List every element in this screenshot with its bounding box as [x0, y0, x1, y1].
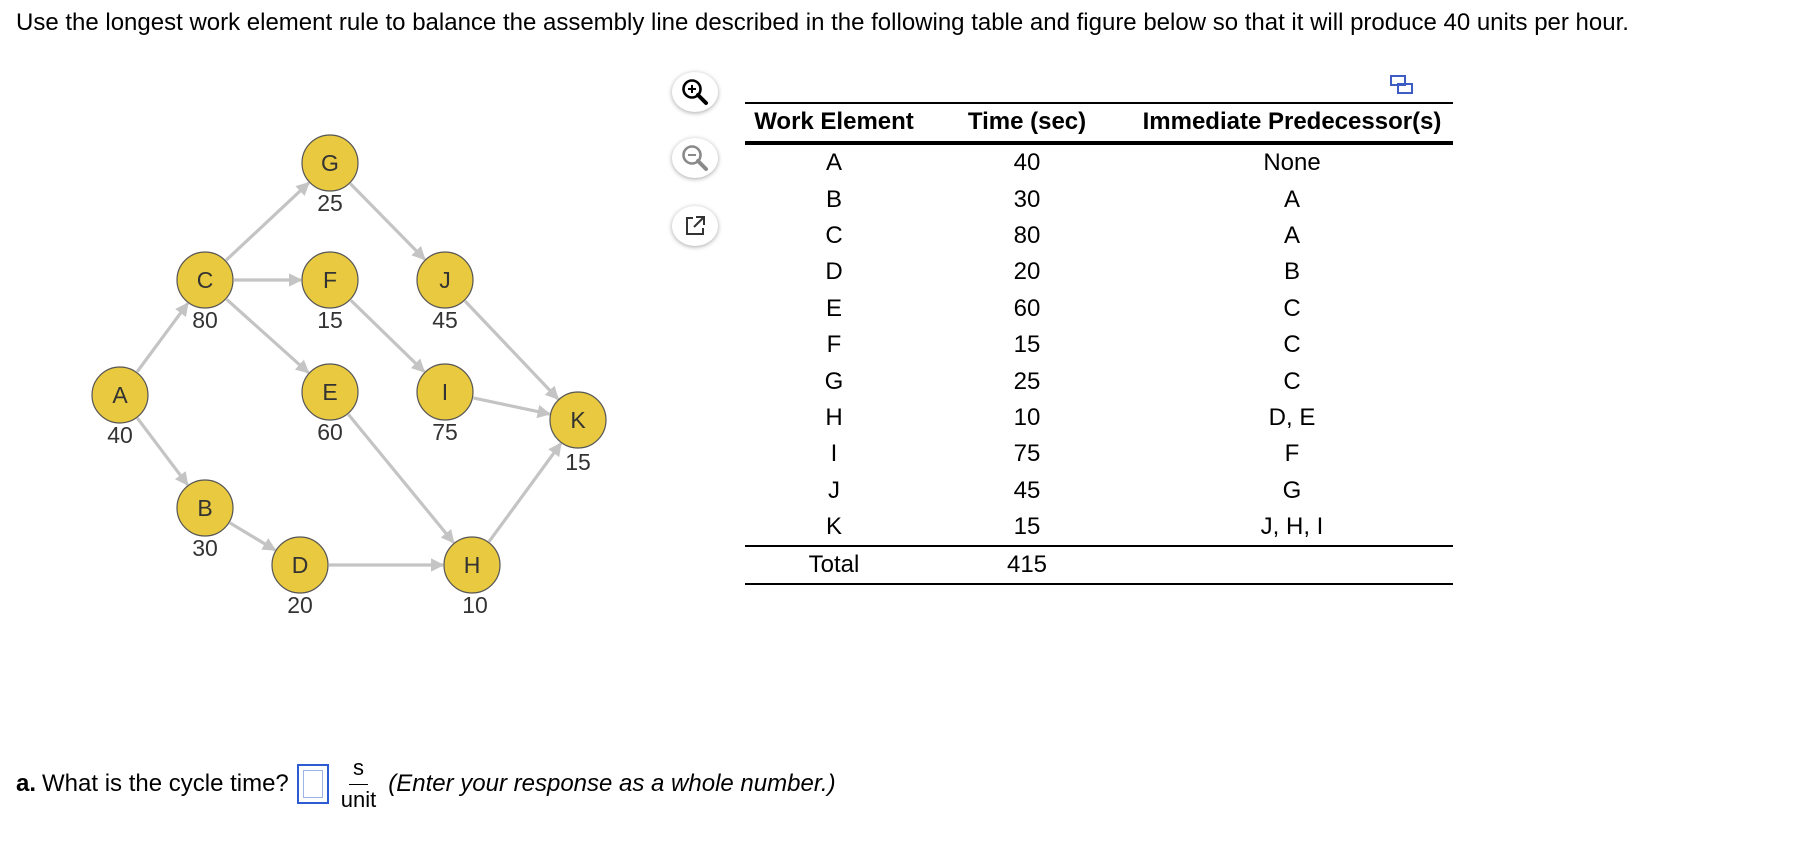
cell-time: 25: [1013, 367, 1041, 395]
cell-element: E: [825, 294, 842, 322]
cell-element: D: [825, 258, 843, 286]
cell-time: 20: [1013, 258, 1041, 286]
cell-element: F: [826, 331, 842, 359]
node-a: [92, 367, 148, 448]
node-time-label: 15: [317, 307, 343, 333]
cell-time: 30: [1013, 185, 1041, 213]
precedence-diagram: [0, 0, 640, 660]
table-row: [745, 473, 1453, 509]
node-time-label: 45: [432, 307, 458, 333]
cell-predecessors: F: [1284, 440, 1300, 468]
cell-time: 80: [1013, 221, 1041, 249]
table-row: [745, 509, 1453, 546]
total-row: [745, 546, 1453, 584]
edge-h-k: [489, 443, 561, 541]
table-row: [745, 143, 1453, 181]
node-time-label: 25: [317, 190, 343, 216]
zoom-in-button[interactable]: [672, 72, 718, 112]
node-d: [272, 537, 328, 618]
cell-predecessors: J, H, I: [1260, 513, 1324, 541]
node-time-label: 15: [565, 449, 591, 475]
node-label: B: [197, 495, 213, 521]
node-j: [417, 252, 473, 333]
table-row: [745, 218, 1453, 254]
zoom-in-icon: [680, 77, 710, 107]
node-label: A: [112, 382, 128, 408]
node-i: [417, 364, 473, 445]
cell-element: K: [825, 513, 842, 541]
edge-g-j: [350, 184, 424, 260]
cell-predecessors: G: [1282, 476, 1302, 504]
cell-predecessors: C: [1283, 331, 1301, 359]
table-row: [745, 181, 1453, 217]
zoom-out-icon: [680, 143, 710, 173]
cycle-time-input[interactable]: [297, 764, 329, 804]
external-link-icon: [682, 213, 708, 239]
unit-numerator: s: [349, 755, 368, 785]
cell-time: 45: [1013, 476, 1041, 504]
cell-predecessors: A: [1283, 185, 1300, 213]
node-label: F: [322, 267, 338, 293]
cell-time: 60: [1013, 294, 1041, 322]
node-label: E: [322, 379, 338, 405]
cell-predecessors: C: [1283, 294, 1301, 322]
node-c: [177, 252, 233, 333]
table-row: [745, 436, 1453, 472]
cell-predecessors: None: [1263, 149, 1321, 177]
node-h: [444, 537, 500, 618]
cell-time: 10: [1013, 403, 1041, 431]
cell-element: C: [825, 221, 843, 249]
edge-c-g: [226, 183, 309, 260]
node-label: H: [463, 552, 481, 578]
question-label: a.: [16, 770, 37, 797]
header-predecessors: Immediate Predecessor(s): [1131, 103, 1453, 143]
node-label: C: [196, 267, 214, 293]
node-time-label: 60: [317, 419, 343, 445]
node-f: [302, 252, 358, 333]
edge-i-k: [473, 398, 549, 414]
cell-predecessors: A: [1283, 221, 1300, 249]
cell-time: 15: [1013, 331, 1041, 359]
table-row: [745, 291, 1453, 327]
cell-element: G: [824, 367, 844, 395]
cell-element: I: [830, 440, 838, 468]
edge-j-k: [465, 301, 558, 399]
total-value: 415: [923, 546, 1131, 584]
node-time-label: 30: [192, 535, 218, 561]
table-row: [745, 400, 1453, 436]
answer-hint: (Enter your response as a whole number.): [388, 770, 836, 797]
copy-table-icon[interactable]: [1389, 74, 1415, 96]
cell-predecessors: D, E: [1268, 403, 1316, 431]
cell-predecessors: C: [1283, 367, 1301, 395]
cell-time: 40: [1013, 149, 1041, 177]
edge-c-e: [227, 299, 309, 372]
cell-time: 15: [1013, 513, 1041, 541]
node-time-label: 10: [462, 592, 488, 618]
node-label: G: [321, 150, 339, 176]
edge-b-d: [230, 523, 275, 550]
edge-f-i: [351, 300, 424, 372]
edge-a-c: [137, 303, 188, 371]
header-work-element: Work Element: [745, 103, 923, 143]
work-element-table: [745, 102, 1453, 585]
node-label: I: [441, 379, 449, 405]
cell-element: J: [828, 476, 840, 504]
cell-element: A: [825, 149, 842, 177]
total-label: Total: [745, 546, 923, 584]
edge-a-b: [137, 418, 187, 485]
cell-element: H: [825, 403, 843, 431]
cycle-time-question: [16, 755, 836, 813]
node-label: D: [291, 552, 309, 578]
unit-fraction: [341, 755, 376, 813]
node-time-label: 20: [287, 592, 313, 618]
question-prompt: Use the longest work element rule to balance the assembly line described in the following table and figure below so that it will produce 40 units per hour.: [16, 9, 1629, 36]
question-text: What is the cycle time?: [42, 770, 289, 797]
node-label: K: [570, 407, 586, 433]
node-b: [177, 480, 233, 561]
zoom-out-button[interactable]: [672, 138, 718, 178]
node-time-label: 75: [432, 419, 458, 445]
header-time: Time (sec): [923, 103, 1131, 143]
cell-time: 75: [1013, 440, 1041, 468]
node-k: [550, 392, 606, 475]
node-time-label: 40: [107, 422, 133, 448]
node-label: J: [439, 267, 451, 293]
node-g: [302, 135, 358, 216]
table-row: [745, 363, 1453, 399]
node-time-label: 80: [192, 307, 218, 333]
cell-element: B: [825, 185, 842, 213]
table-row: [745, 327, 1453, 363]
cell-predecessors: B: [1283, 258, 1300, 286]
unit-denominator: unit: [340, 787, 377, 812]
node-e: [302, 364, 358, 445]
table-row: [745, 254, 1453, 290]
open-in-new-window-button[interactable]: [672, 206, 718, 246]
